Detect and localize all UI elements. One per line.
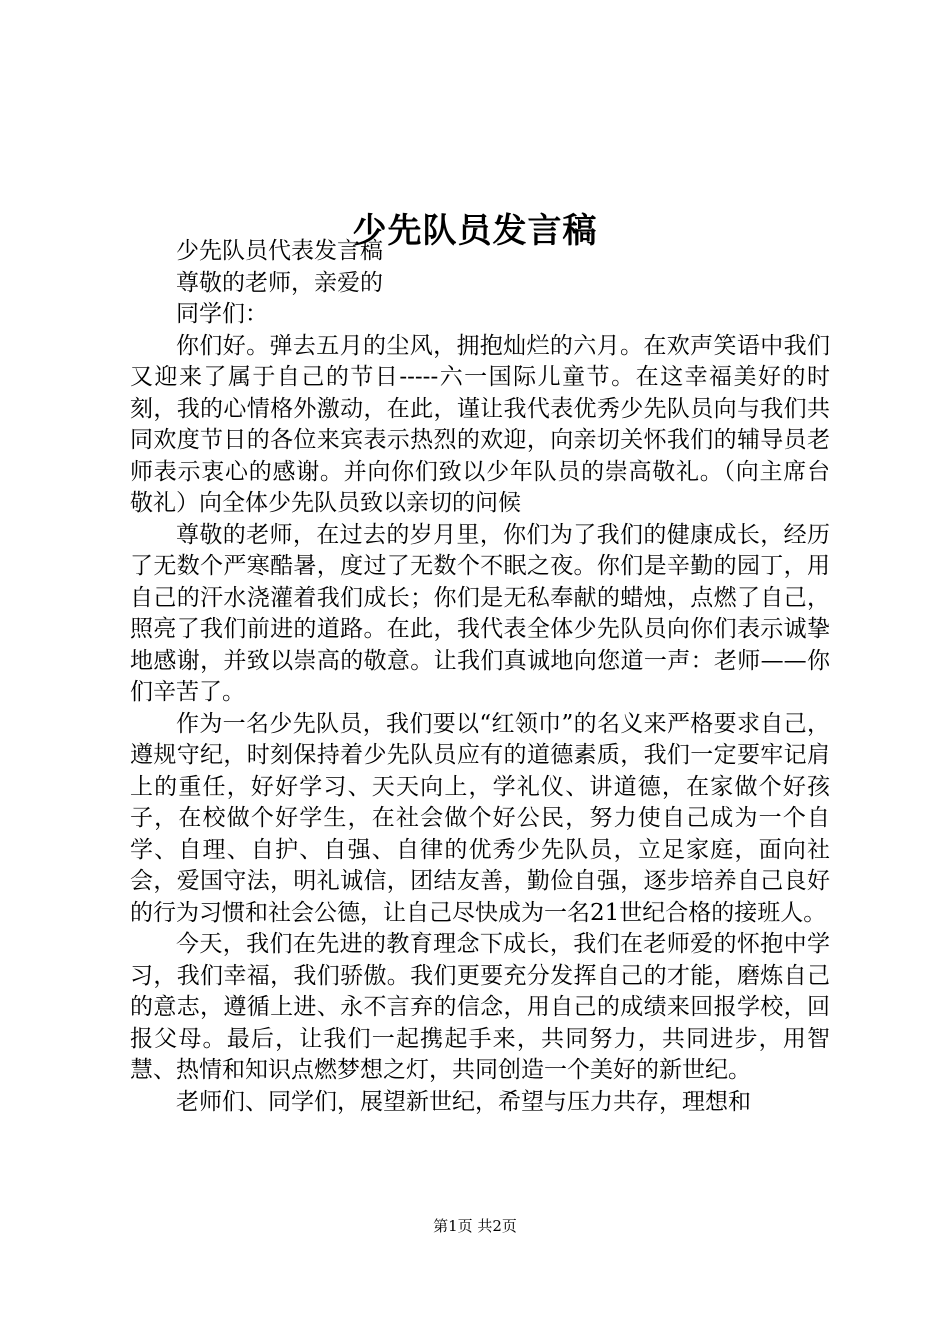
page-number-footer: 第1页 共2页: [433, 1217, 517, 1235]
document-body: [130, 236, 830, 1118]
body-paragraph: 作为一名少先队员，我们要以“红领巾”的名义来严格要求自己，遵规守纪，时刻保持着少先队员应有的道德素质，我们一定要牢记肩上的重任，好好学习、天天向上，学礼仪、讲道德，在家做个好孩子，在校做个好学生，在社会做个好公民，努力使自己成为一个自学、自理、自护、自强、自律的优秀少先队员，立足家庭，面向社会，爱国守法，明礼诚信，团结友善，勤俭自强，逐步培养自己良好的行为习惯和社会公德，让自己尽快成为一名21世纪合格的接班人。: [130, 710, 830, 926]
body-paragraph: 你们好。弹去五月的尘风，拥抱灿烂的六月。在欢声笑语中我们又迎来了属于自己的节日-----六一国际儿童节。在这幸福美好的时刻，我的心情格外激动，在此，谨让我代表优秀少先队员向与我们共同欢度节日的各位来宾表示热烈的欢迎，向亲切关怀我们的辅导员老师表示衷心的感谢。并向你们致以少年队员的崇高敬礼。（向主席台敬礼）向全体少先队员致以亲切的问候: [130, 332, 830, 516]
body-paragraph: 今天，我们在先进的教育理念下成长，我们在老师爱的怀抱中学习，我们幸福，我们骄傲。我们更要充分发挥自己的才能，磨炼自己的意志，遵循上进、永不言弃的信念，用自己的成绩来回报学校，回报父母。最后，让我们一起携起手来，共同努力，共同进步，用智慧、热情和知识点燃梦想之灯，共同创造一个美好的新世纪。: [130, 931, 830, 1083]
salutation-line-2: 同学们：: [176, 301, 268, 327]
body-paragraph: 老师们、同学们，展望新世纪，希望与压力共存，理想和: [176, 1088, 751, 1115]
subtitle-line: 少先队员代表发言稿: [176, 238, 383, 264]
document-title: 少先队员发言稿: [352, 210, 598, 251]
salutation-line-1: 尊敬的老师，亲爱的: [176, 269, 383, 296]
body-paragraph: 尊敬的老师，在过去的岁月里，你们为了我们的健康成长，经历了无数个严寒酷暑，度过了无数个不眠之夜。你们是辛勤的园丁，用自己的汗水浇灌着我们成长；你们是无私奉献的蜡烛，点燃了自己，照亮了我们前进的道路。在此，我代表全体少先队员向你们表示诚挚地感谢，并致以崇高的敬意。让我们真诚地向您道一声：老师——你们辛苦了。: [130, 521, 830, 705]
